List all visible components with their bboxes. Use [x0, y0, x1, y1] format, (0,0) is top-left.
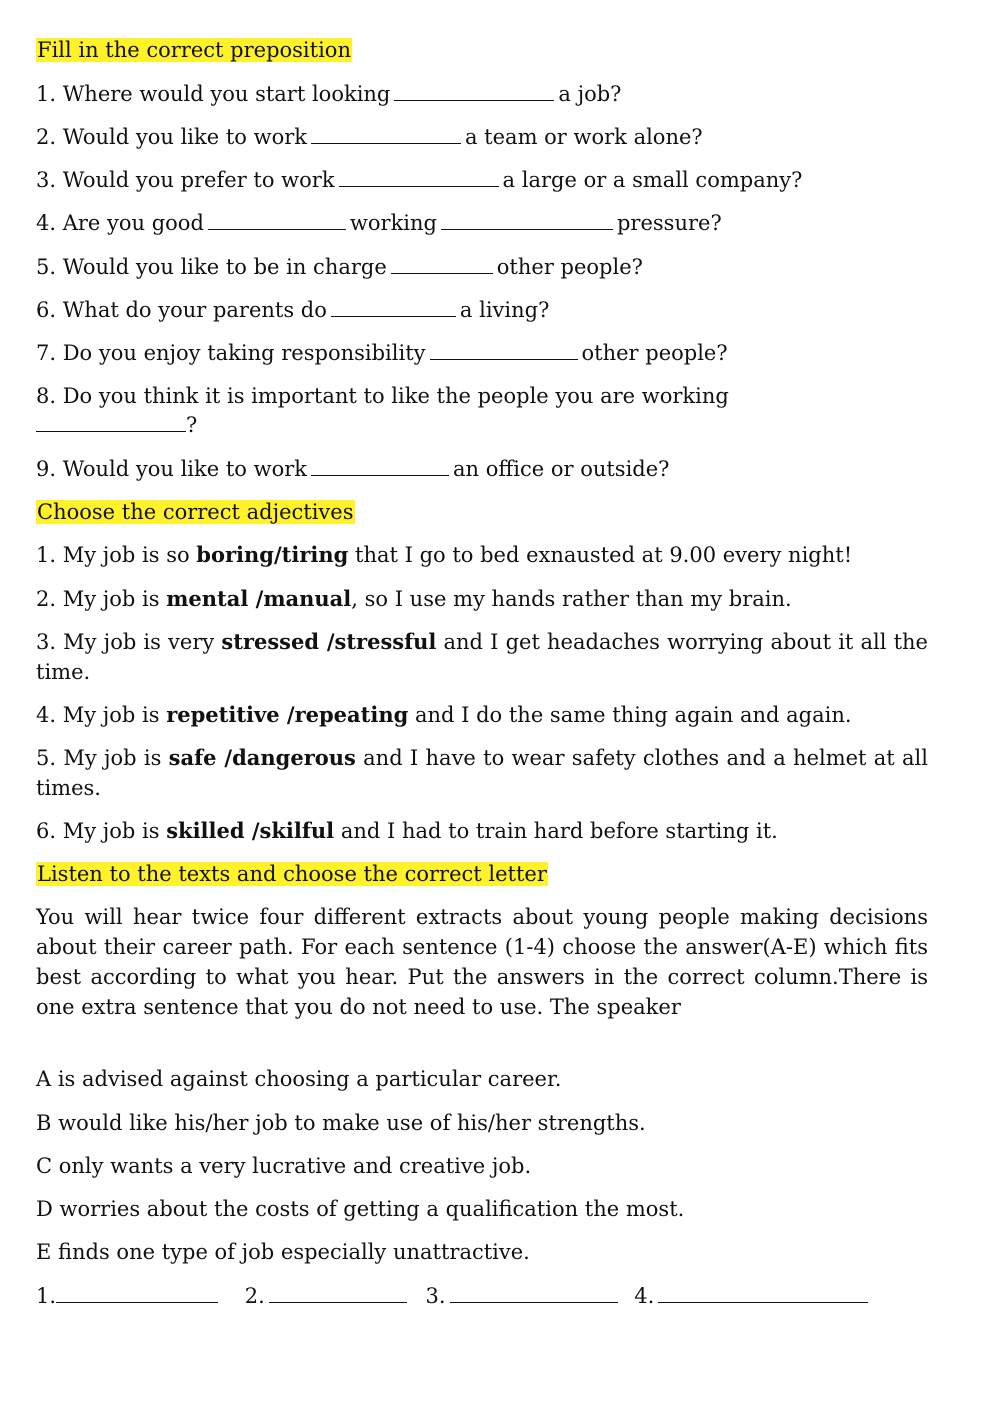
answer-blank[interactable]	[339, 166, 499, 187]
option-e: E finds one type of job especially unattractive.	[36, 1240, 530, 1264]
question-9: 9. Would you like to work an office or outside?	[36, 457, 670, 481]
answer-blank[interactable]	[441, 209, 613, 230]
adjective-question-3: 3. My job is very stressed /stressful and I get headaches worrying about it all the time.	[36, 629, 928, 684]
answer-blank-3[interactable]	[450, 1282, 618, 1303]
answer-blank[interactable]	[36, 411, 186, 432]
option-c: C only wants a very lucrative and creative job.	[36, 1154, 532, 1178]
listening-instructions: You will hear twice four different extracts about young people making decisions about their career path. For each sentence (1-4) choose the answer(A-E) which fits best according to what you hear. Put the answers in the correct column.There is one extra sentence that you do not need to use. The speaker	[36, 905, 928, 1019]
adjective-question-2: 2. My job is mental /manual, so I use my hands rather than my brain.	[36, 586, 792, 611]
answer-blank-4[interactable]	[658, 1282, 868, 1303]
answer-blank[interactable]	[391, 253, 493, 274]
answer-blank-2[interactable]	[269, 1282, 407, 1303]
section-heading-prepositions: Fill in the correct preposition	[37, 38, 351, 62]
answer-blank[interactable]	[311, 123, 461, 144]
answer-blank[interactable]	[311, 455, 449, 476]
adjective-question-1: 1. My job is so boring/tiring that I go to bed exnausted at 9.00 every night!	[36, 542, 853, 567]
adjective-question-6: 6. My job is skilled /skilful and I had to train hard before starting it.	[36, 818, 778, 843]
answer-blank[interactable]	[208, 209, 346, 230]
option-b: B would like his/her job to make use of his/her strengths.	[36, 1111, 646, 1135]
question-4: 4. Are you good working pressure?	[36, 211, 722, 235]
answer-row: 1. 2. 3. 4.	[36, 1281, 928, 1311]
choice-options[interactable]: safe /dangerous	[168, 745, 356, 770]
choice-options[interactable]: repetitive /repeating	[166, 702, 409, 727]
question-1: 1. Where would you start looking a job?	[36, 82, 622, 106]
question-8-continued: ?	[36, 410, 928, 440]
section-heading-adjectives: Choose the correct adjectives	[37, 500, 354, 524]
question-5: 5. Would you like to be in charge other people?	[36, 255, 643, 279]
choice-options[interactable]: boring/tiring	[196, 542, 349, 567]
answer-blank[interactable]	[430, 339, 578, 360]
answer-blank-1[interactable]	[56, 1282, 218, 1303]
option-a: A is advised against choosing a particular career.	[36, 1067, 562, 1091]
answer-blank[interactable]	[331, 296, 456, 317]
option-d: D worries about the costs of getting a qualification the most.	[36, 1197, 685, 1221]
question-3: 3. Would you prefer to work a large or a small company?	[36, 168, 803, 192]
adjective-question-5: 5. My job is safe /dangerous and I have to wear safety clothes and a helmet at all times.	[36, 745, 928, 800]
question-8: 8. Do you think it is important to like the people you are working	[36, 384, 729, 408]
question-2: 2. Would you like to work a team or work alone?	[36, 125, 703, 149]
choice-options[interactable]: mental /manual	[166, 586, 352, 611]
question-7: 7. Do you enjoy taking responsibility other people?	[36, 341, 728, 365]
answer-blank[interactable]	[394, 80, 554, 101]
adjective-question-4: 4. My job is repetitive /repeating and I do the same thing again and again.	[36, 702, 852, 727]
choice-options[interactable]: skilled /skilful	[166, 818, 335, 843]
question-6: 6. What do your parents do a living?	[36, 298, 550, 322]
section-heading-listening: Listen to the texts and choose the correct letter	[37, 862, 547, 886]
choice-options[interactable]: stressed /stressful	[221, 629, 437, 654]
